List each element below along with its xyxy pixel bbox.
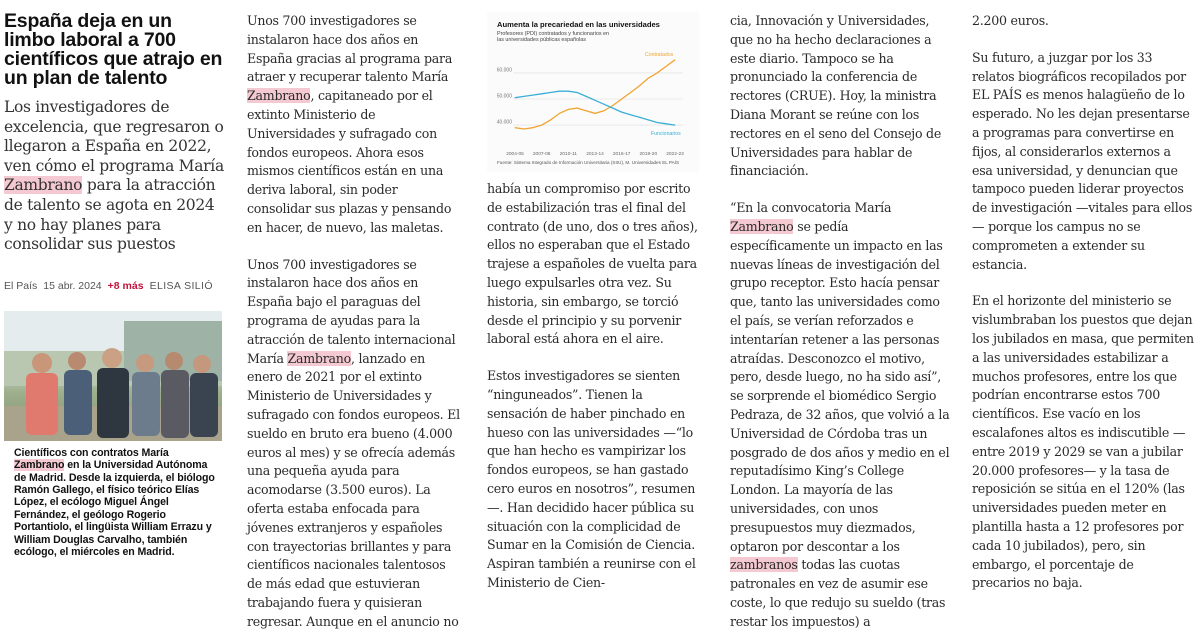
- data-point-contratados: [586, 110, 587, 111]
- data-point-funcionarios: [648, 119, 649, 120]
- data-point-funcionarios: [621, 112, 622, 113]
- data-point-contratados: [568, 109, 569, 110]
- precarity-chart: [487, 12, 699, 172]
- caption-text: Científicos con contratos María: [14, 446, 169, 459]
- data-point-contratados: [603, 110, 604, 111]
- more-sources-link[interactable]: +8 más: [107, 279, 144, 292]
- body-column-2: [247, 12, 463, 632]
- data-point-funcionarios: [586, 96, 587, 97]
- paragraph-text-end: , capitaneado por el extinto Ministerio de Universidades y sufragado con fondos europeos. Ahora esos mismos científicos están en una deriva laboral, sin poder consolidar sus plazas y pensando en hacer, de nuevo, las maletas.: [247, 88, 452, 235]
- article-photo: [4, 311, 222, 441]
- caption-text-end: en la Universidad Autónoma de Madrid. Desde la izquierda, el biólogo Ramón Gallego, el físico teórico Elías López, el ecólogo Miguel Ángel Fernández, el geólogo Rogerio Portantiolo, el lingüista William Errazu y William Douglas Carvalho, también ecólogo, el miércoles en Madrid.: [14, 459, 215, 558]
- highlight-zambrano: Zambrano: [730, 218, 794, 234]
- highlight-zambrano: Zambrano: [4, 176, 83, 195]
- data-point-funcionarios: [568, 91, 569, 92]
- y-tick-label: 50.000: [496, 93, 512, 100]
- data-point-funcionarios: [630, 114, 631, 115]
- x-tick-label: 2013-14: [586, 152, 604, 157]
- chart-source: Fuente: Sistema Integrado de Información Universitaria (SIIU), M. Universidades EL PAÍS: [497, 160, 680, 165]
- paragraph-gap: [247, 238, 463, 256]
- data-point-contratados: [648, 78, 649, 79]
- x-tick-label: 2010-11: [559, 152, 577, 157]
- paragraph-gap: [972, 274, 1194, 292]
- data-point-contratados: [666, 66, 667, 67]
- data-point-contratados: [523, 129, 524, 130]
- data-point-funcionarios: [550, 92, 551, 93]
- paragraph: había un compromiso por escrito de estabilización tras el final del contrato (de uno, dos o tres años), ellos no esperaban que el Estado trajese a españoles de vuelta para luego expulsarles otra vez. Su historia, sin embargo, se torció desde el principio y su porvenir laboral está ahora en el aire.: [487, 181, 698, 347]
- headline: España deja en un limbo laboral a 700 científicos que atrajo en un plan de talento: [4, 10, 223, 89]
- data-point-funcionarios: [577, 92, 578, 93]
- photo-caption: [14, 447, 219, 559]
- x-tick-label: 2004-05: [506, 152, 524, 157]
- paragraph-text-mid: se pedía específicamente un impacto en las nuevas líneas de investigación del grupo receptor. Esto hacía pensar que, tanto las universidades como el país, se verían reforzados e intentarían retener a las personas atraídas. Desconozco el motivo, pero, desde luego, no ha sido así”, se sorprende el biomédico Sergio Pedraza, de 32 años, que volvió a la Universidad de Córdoba tras un posgrado de dos años y medio en el reputadísimo King’s College London. La mayoría de las universidades, con unos presupuestos muy diezmados, optaron por descontar a los: [730, 218, 950, 554]
- source-name: El País: [4, 279, 38, 292]
- paragraph: En el horizonte del ministerio se vislumbraban los puestos que dejan los jubilados en masa, que permiten a las universidades estabilizar a muchos profesores, entre los que podrían encontrarse estos 700 científicos. Ese vacío en los escalafones altos es indiscutible —entre 2019 y 2029 se van a jubilar 20.000 profesores— y la tasa de reposición se sitúa en el 120% (las universidades pueden meter en plantilla hasta a 12 profesores por cada 10 jubilados), pero, sin embargo, el porcentaje de precarios no baja.: [972, 293, 1194, 591]
- data-point-contratados: [515, 127, 516, 128]
- paragraph-text: Unos 700 investigadores se instalaron hace dos años en España gracias al programa para atraer y recuperar talento María: [247, 13, 453, 85]
- data-point-funcionarios: [523, 96, 524, 97]
- data-point-funcionarios: [675, 125, 676, 126]
- x-tick-label: 2007-08: [532, 152, 551, 157]
- y-tick-label: 40.000: [496, 119, 512, 126]
- standfirst-text: Los investigadores de excelencia, que regresaron o llegaron a España en 2022, ven cómo el programa María: [4, 98, 224, 175]
- data-point-funcionarios: [612, 108, 613, 109]
- paragraph: [247, 256, 463, 632]
- standfirst-text-end: para la atracción de talento se agota en 2024 y no hay planes para consolidar sus puestos: [4, 176, 216, 254]
- highlight-zambrano: Zambrano: [247, 88, 311, 104]
- body-column-5: [972, 12, 1194, 593]
- paragraph-text-end: , lanzado en enero de 2021 por el extinto Ministerio de Universidades y sufragado con fondos europeos. El sueldo en bruto era bueno (4.000 euros al mes) y se ofrecía además una pequeña ayuda para acomodarse (3.500 euros). La oferta estaba enfocada para jóvenes extranjeros y españoles con trayectorias brillantes y para científicos nacionales talentosos de más edad que estuvieran trabajando fuera y quisieran regresar. Aunque en el anuncio no: [247, 350, 460, 629]
- lead-column: [4, 0, 224, 558]
- data-point-contratados: [612, 105, 613, 106]
- series-label-funcionarios: Funcionarios: [651, 131, 681, 138]
- data-point-funcionarios: [559, 91, 560, 92]
- highlight-zambrano: Zambrano: [287, 350, 351, 366]
- x-tick-label: 2016-17: [612, 152, 631, 157]
- data-point-contratados: [577, 108, 578, 109]
- x-tick-label: 2022-23: [666, 152, 684, 157]
- paragraph-gap: [487, 349, 705, 367]
- paragraph-gap: [730, 181, 952, 199]
- highlight-zambranos: zambranos: [730, 557, 798, 573]
- paragraph: [730, 199, 952, 631]
- data-point-contratados: [550, 119, 551, 120]
- data-point-funcionarios: [603, 104, 604, 105]
- data-point-contratados: [675, 59, 676, 60]
- standfirst: [4, 98, 224, 255]
- paragraph: cia, Innovación y Universidades, que no ha hecho declaraciones a este diario. Tampoco se ha pronunciado la conferencia de rectores (CRUE). Hoy, la ministra Diana Morant se reúne con los rectores en el seno del Consejo de Universidades para hablar de financiación.: [730, 13, 942, 179]
- data-point-contratados: [595, 113, 596, 114]
- data-point-funcionarios: [657, 122, 658, 123]
- paragraph: Estos investigadores se sienten “ninguneados”. Tienen la sensación de haber pinchado en hueso con las universidades —“lo que han hecho es vampirizar los fondos europeos, se han gastado cero euros en nosotros”, resumen—. Han decidido hacer pública su situación con la complicidad de Sumar en la Comisión de Ciencia. Aspiran también a reunirse con el Ministerio de Cien-: [487, 368, 696, 590]
- line-chart: [487, 12, 699, 172]
- data-point-contratados: [621, 99, 622, 100]
- paragraph: 2.200 euros.: [972, 13, 1049, 28]
- chart-title: Aumenta la precariedad en las universidades: [497, 20, 660, 29]
- body-column-4: [730, 12, 952, 632]
- data-point-funcionarios: [541, 93, 542, 94]
- data-point-funcionarios: [532, 95, 533, 96]
- y-tick-label: 60.000: [496, 67, 512, 74]
- byline: [4, 279, 224, 293]
- data-point-contratados: [657, 72, 658, 73]
- data-point-funcionarios: [515, 97, 516, 98]
- publish-date: 15 abr. 2024: [43, 279, 102, 292]
- paragraph: [247, 12, 463, 238]
- paragraph-text-end: todas las cuotas patronales en vez de asumir ese coste, lo que redujo su sueldo (tras restar los impuestos) a: [730, 557, 946, 629]
- data-point-contratados: [630, 92, 631, 93]
- data-point-contratados: [541, 125, 542, 126]
- data-point-contratados: [532, 127, 533, 128]
- scientists-photo-illustration: [4, 311, 222, 441]
- highlight-zambrano: Zambrano: [14, 459, 65, 472]
- data-point-funcionarios: [666, 123, 667, 124]
- data-point-contratados: [559, 113, 560, 114]
- paragraph-gap: [972, 31, 1194, 49]
- chart-subtitle: Profesores (PDI) contratados y funcionarios en las universidades públicas españolas: [497, 31, 610, 44]
- x-tick-label: 2019-20: [639, 152, 658, 157]
- data-point-funcionarios: [595, 100, 596, 101]
- data-point-funcionarios: [639, 117, 640, 118]
- author-name: ELISA SILIÓ: [149, 279, 213, 292]
- data-point-contratados: [639, 85, 640, 86]
- series-line-funcionarios: [515, 91, 675, 125]
- paragraph-text: “En la convocatoria María: [730, 200, 892, 216]
- series-label-contratados: Contratados: [645, 51, 674, 58]
- paragraph: Su futuro, a juzgar por los 33 relatos biográficos recopilados por EL PAÍS es menos halagüeño de lo esperado. No les dejan presentarse a programas para convertirse en fijos, al considerarlos externos a esa universidad, y denuncian que tampoco pueden liderar proyectos de investigación —vitales para ellos— porque los campus no se comprometen a extender su estancia.: [972, 49, 1193, 272]
- paragraph-text: Unos 700 investigadores se instalaron hace dos años en España bajo el paraguas del programa de ayudas para la atracción de talento internacional María: [247, 256, 456, 366]
- body-column-3: [487, 180, 705, 593]
